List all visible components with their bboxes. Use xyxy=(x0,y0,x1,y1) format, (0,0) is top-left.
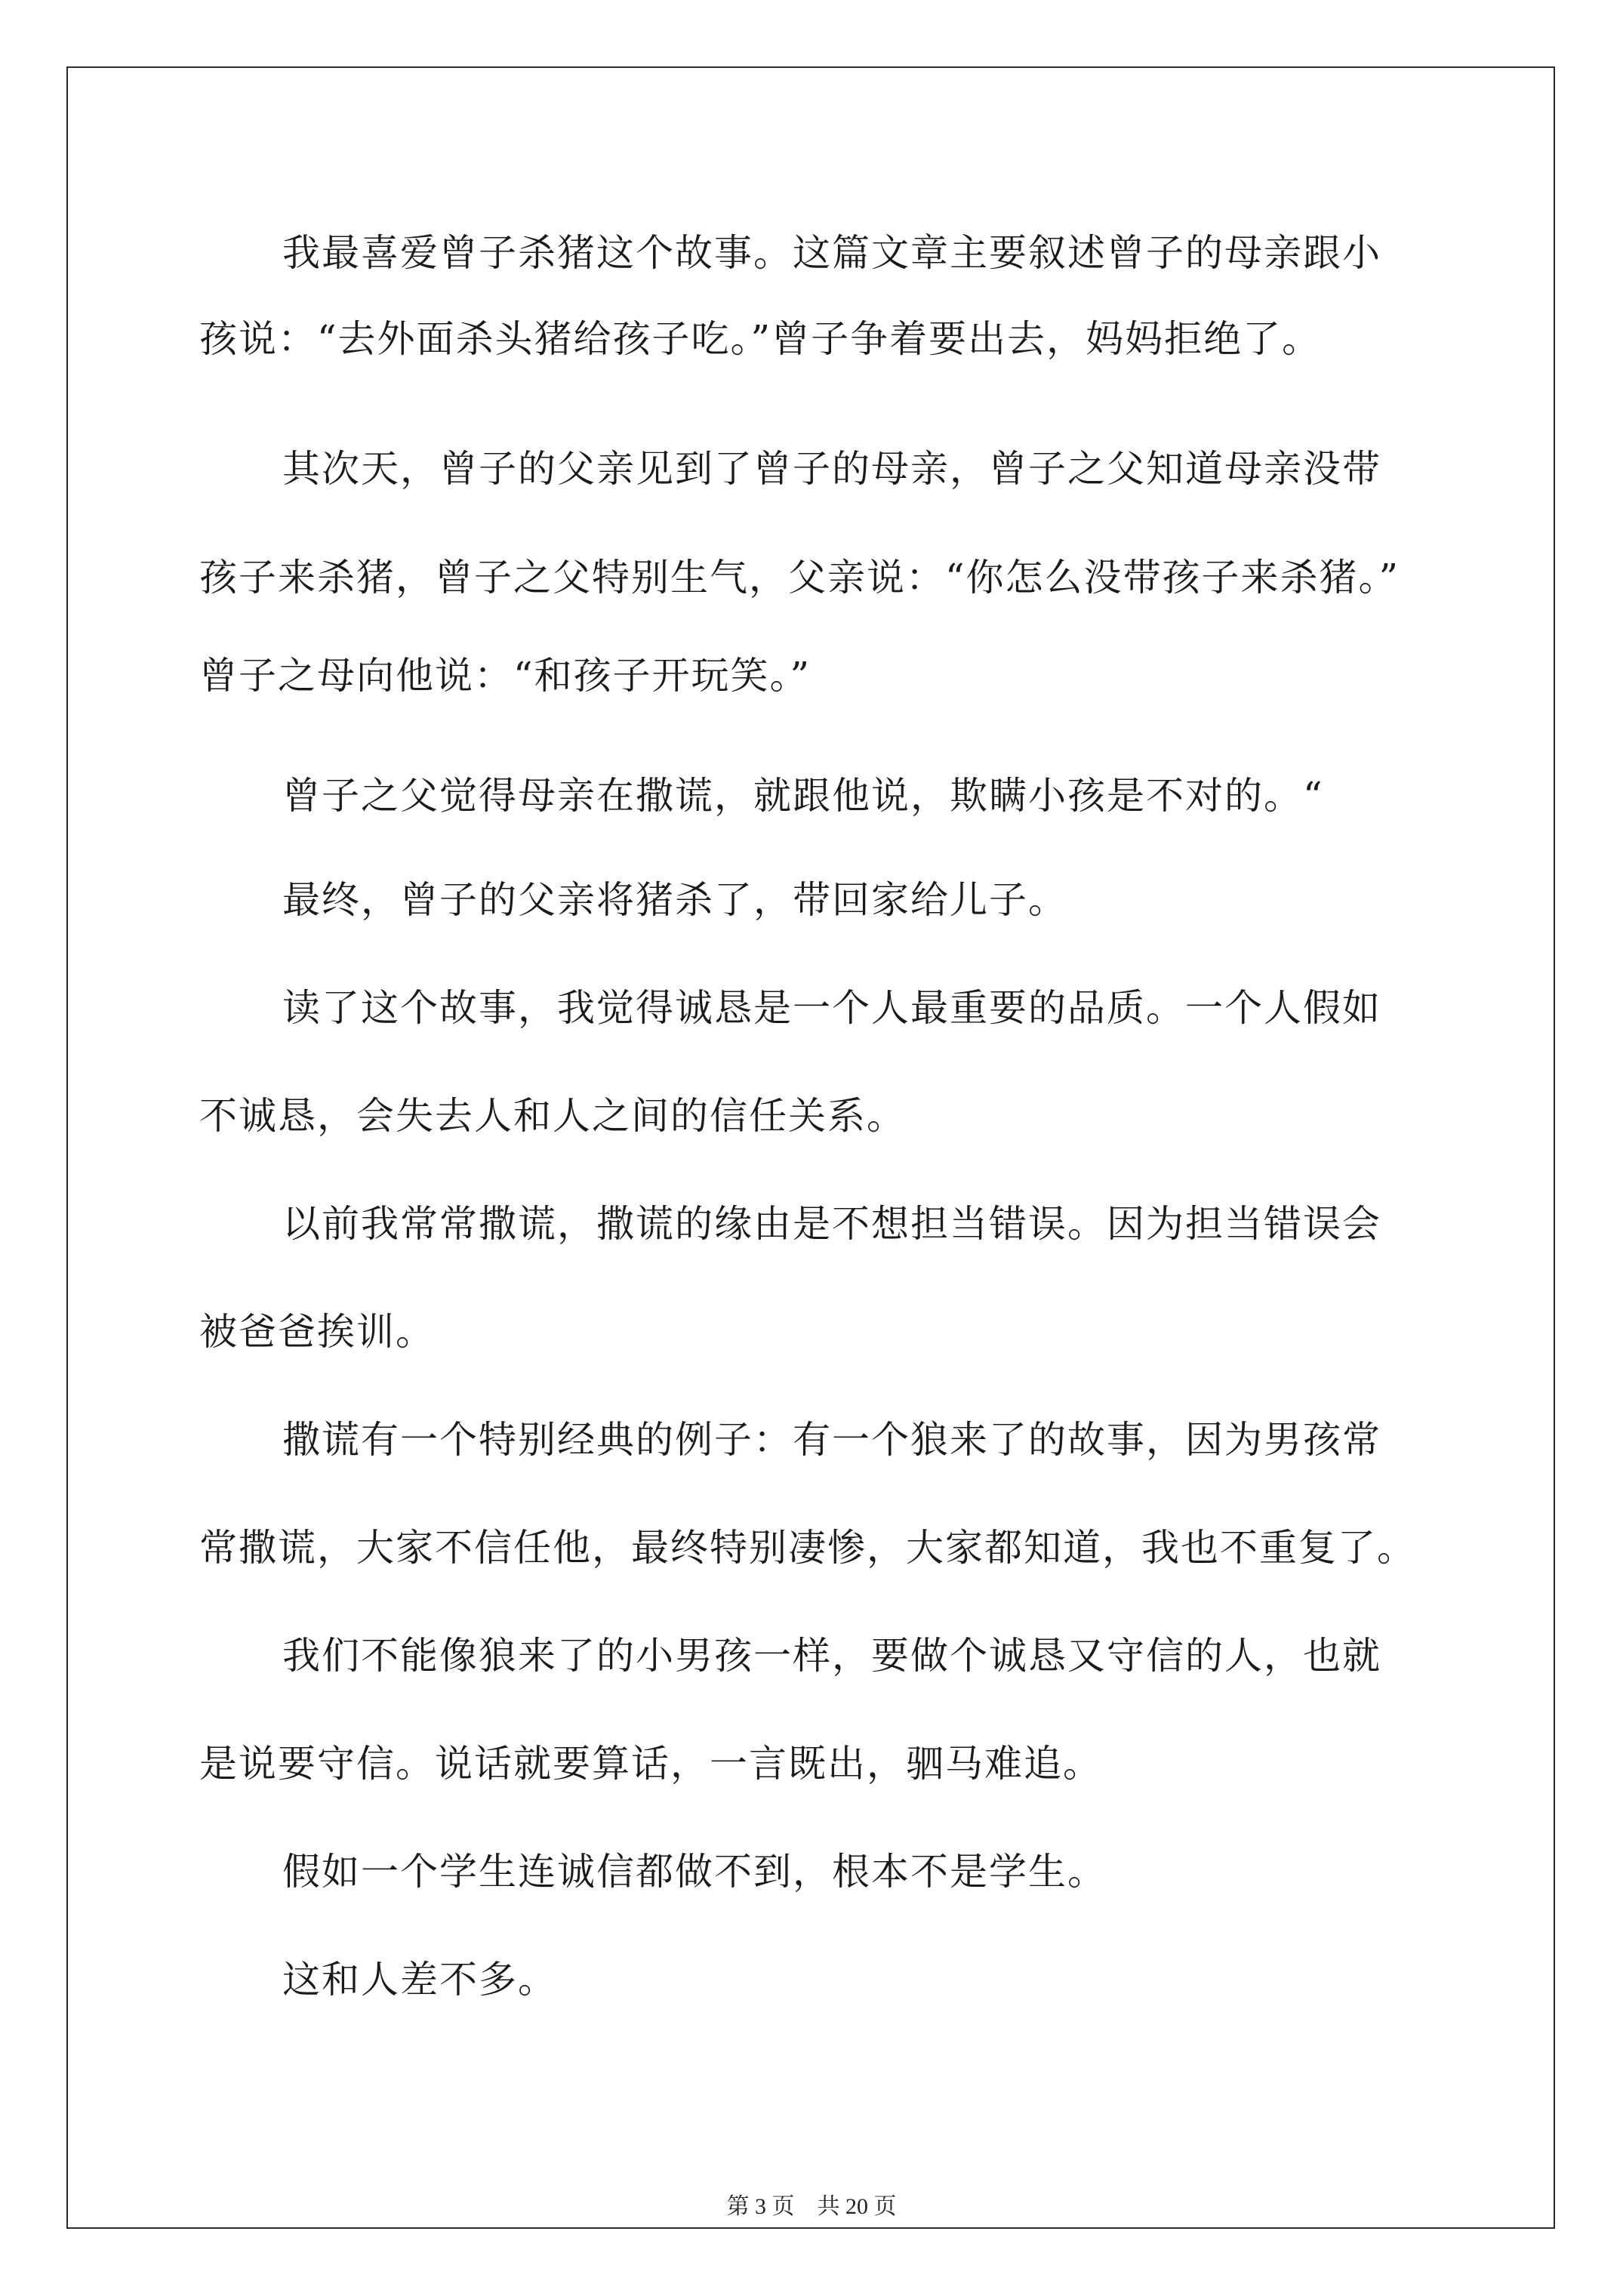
text-line: 其次天，曾子的父亲见到了曾子的母亲，曾子之父知道母亲没带 xyxy=(282,447,1381,491)
text-line: 曾子之父觉得母亲在撒谎，就跟他说，欺瞒小孩是不对的。“ xyxy=(282,774,1324,818)
text-line: 我们不能像狼来了的小男孩一样，要做个诚恳又守信的人，也就 xyxy=(282,1634,1381,1678)
text-line: 读了这个故事，我觉得诚恳是一个人最重要的品质。一个人假如 xyxy=(282,986,1381,1030)
text-line: 以前我常常撒谎，撒谎的缘由是不想担当错误。因为担当错误会 xyxy=(282,1202,1381,1246)
text-line: 最终，曾子的父亲将猪杀了，带回家给儿子。 xyxy=(282,878,1067,922)
text-line: 孩子来杀猪，曾子之父特别生气，父亲说：“你怎么没带孩子来杀猪。” xyxy=(199,556,1400,599)
text-line: 假如一个学生连诚信都做不到，根本不是学生。 xyxy=(282,1850,1107,1894)
text-line: 这和人差不多。 xyxy=(282,1958,557,2002)
text-line: 撒谎有一个特别经典的例子：有一个狼来了的故事，因为男孩常 xyxy=(282,1418,1381,1462)
page-border xyxy=(66,66,1555,2229)
text-line: 曾子之母向他说：“和孩子开玩笑。” xyxy=(199,654,812,698)
text-line: 常撒谎，大家不信任他，最终特别凄惨，大家都知道，我也不重复了。 xyxy=(199,1526,1416,1570)
page-number-footer: 第 3 页 共 20 页 xyxy=(726,2194,897,2219)
text-line: 孩说：“去外面杀头猪给孩子吃。”曾子争着要出去，妈妈拒绝了。 xyxy=(199,317,1322,361)
text-line: 被爸爸挨训。 xyxy=(199,1310,435,1354)
text-line: 是说要守信。说话就要算话，一言既出，驷马难追。 xyxy=(199,1742,1102,1786)
text-line: 不诚恳，会失去人和人之间的信任关系。 xyxy=(199,1094,906,1138)
text-line: 我最喜爱曾子杀猪这个故事。这篇文章主要叙述曾子的母亲跟小 xyxy=(282,231,1381,275)
